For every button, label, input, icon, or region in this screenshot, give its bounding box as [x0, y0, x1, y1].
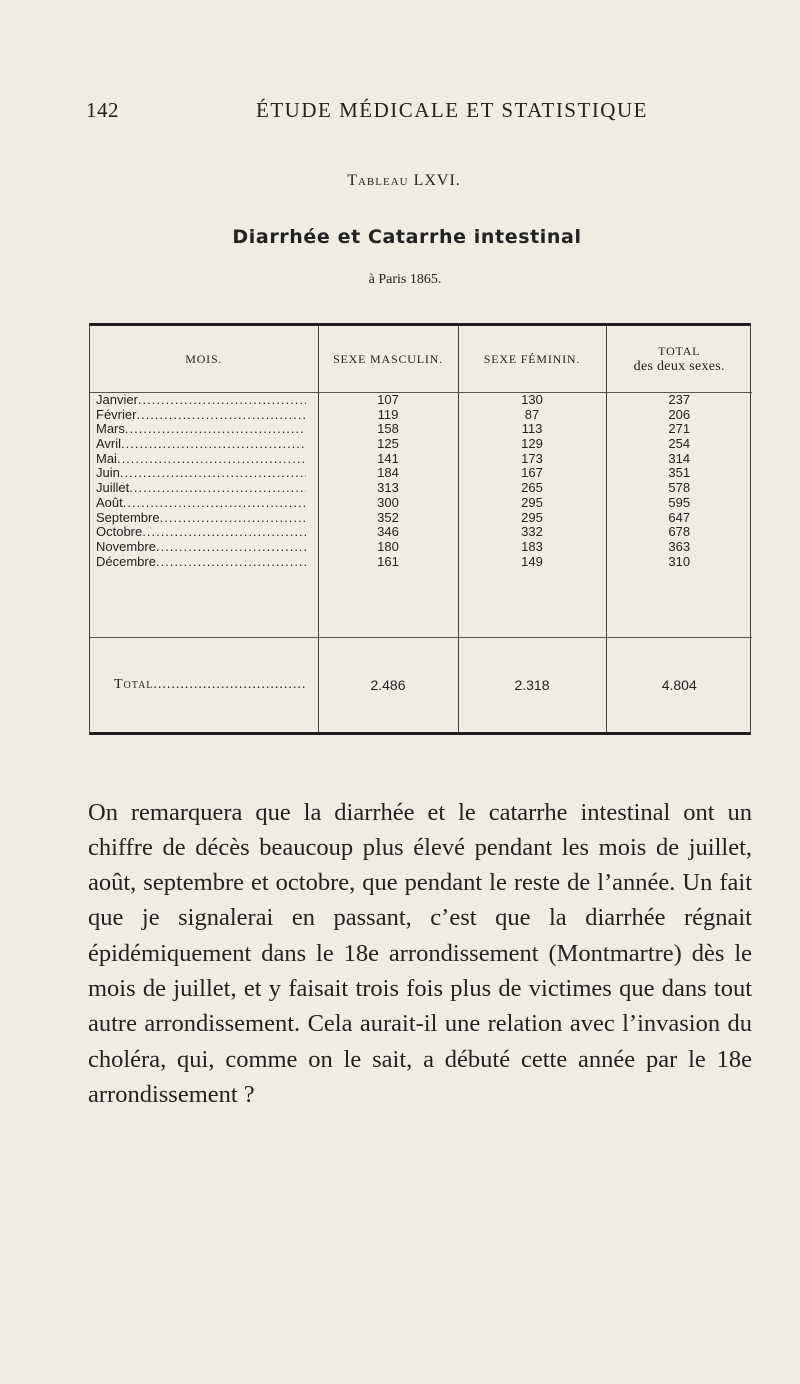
column-header-feminin: SEXE FÉMININ. — [458, 326, 606, 393]
feminin-value: 265 — [521, 480, 543, 496]
month-name: Septembre — [96, 509, 160, 525]
masculin-value: 158 — [377, 421, 399, 437]
table-body — [90, 393, 752, 638]
feminin-value: 183 — [521, 538, 543, 554]
table-row-month — [90, 555, 318, 570]
table-row-month — [90, 511, 318, 526]
total-value: 206 — [668, 406, 691, 422]
column-header-mois: MOIS. — [90, 326, 318, 393]
dot-leader — [136, 408, 305, 423]
feminin-value: 167 — [521, 465, 543, 481]
column-header-total-line1: TOTAL — [658, 343, 701, 358]
feminin-value: 87 — [524, 406, 540, 422]
month-name: Mars — [96, 421, 125, 437]
dot-leader — [125, 422, 306, 437]
total-masculin: 2.486 — [318, 638, 458, 733]
masculin-value: 107 — [377, 392, 399, 407]
feminin-value: 149 — [521, 553, 543, 569]
total-value: 271 — [668, 421, 691, 437]
total-value: 647 — [668, 509, 691, 525]
table-subtitle: à Paris 1865. — [368, 272, 442, 287]
masculin-value: 346 — [377, 524, 399, 540]
total-value: 363 — [668, 538, 691, 554]
month-name: Mai — [96, 450, 117, 466]
statistics-table — [89, 323, 751, 735]
dot-leader — [156, 555, 306, 570]
dot-leader — [156, 540, 306, 555]
month-name: Octobre — [96, 524, 143, 540]
table-row-month — [90, 422, 318, 437]
masculin-value: 313 — [377, 480, 399, 496]
table-row-month — [90, 452, 318, 467]
body-paragraph: On remarquera que la diarrhée et le catarrhe intestinal ont un chiffre de décès beaucoup plus élevé pendant les mois de juillet, août, septembre et octobre, que pendant le reste de l’année. Un fait que je signalerai en passant, c’est que la diarrhée régnait épidémiquement dans le 18e arrondissement (Montmartre) dès le mois de juillet, et y faisait trois fois plus de victimes que dans tout autre arrondissement. Cela aurait-il une relation avec l’invasion du choléra, qui, comme on le sait, a débuté cette année par le 18e arrondissement ? — [88, 798, 752, 1108]
month-name: Juillet — [96, 480, 130, 496]
dot-leader — [121, 437, 305, 452]
column-header-total — [606, 326, 752, 393]
table-row-month — [90, 408, 318, 423]
total-feminin: 2.318 — [458, 638, 606, 733]
masculin-value: 161 — [377, 553, 399, 569]
total-both: 4.804 — [606, 638, 752, 733]
masculin-value: 125 — [377, 436, 399, 452]
page-number: 142 — [86, 98, 119, 122]
total-column — [606, 393, 752, 638]
month-name: Novembre — [96, 538, 156, 554]
month-name: Février — [96, 406, 137, 422]
dot-leader — [117, 452, 306, 467]
feminin-value: 130 — [521, 392, 543, 407]
masculin-value: 119 — [377, 406, 399, 422]
masculin-value: 141 — [377, 450, 399, 466]
table-row-month — [90, 481, 318, 496]
table-row-month — [90, 540, 318, 555]
column-header-total-line2: des deux sexes. — [633, 358, 725, 374]
table-row-month — [90, 466, 318, 481]
total-value: 314 — [668, 450, 691, 466]
dot-leader — [138, 393, 306, 408]
total-label: Total — [114, 677, 154, 692]
total-value: 678 — [668, 524, 691, 540]
table-total-row — [90, 638, 752, 733]
table-row-month — [90, 496, 318, 511]
feminin-value: 295 — [521, 509, 543, 525]
masculin-value: 180 — [377, 538, 399, 554]
month-name: Juin — [96, 465, 120, 481]
dot-leader — [120, 466, 306, 481]
table-label: Tableau LXVI. — [347, 172, 461, 189]
dot-leader — [129, 481, 305, 496]
feminin-column — [458, 393, 606, 638]
total-value: 578 — [668, 480, 691, 496]
feminin-value: 173 — [521, 450, 543, 466]
table-title: Diarrhée et Catarrhe intestinal — [232, 226, 582, 248]
total-value: 595 — [668, 494, 691, 510]
table-row-month — [90, 525, 318, 540]
feminin-value: 332 — [521, 524, 543, 540]
feminin-value: 113 — [521, 421, 543, 437]
dot-leader — [160, 511, 306, 526]
table-row-month — [90, 393, 318, 408]
month-name: Décembre — [96, 553, 156, 569]
total-value: 351 — [668, 465, 691, 481]
table-header-row — [90, 326, 752, 393]
total-value: 254 — [668, 436, 691, 452]
dot-leader — [123, 496, 306, 511]
total-label-cell — [90, 638, 318, 733]
month-name: Janvier — [96, 392, 138, 407]
total-value: 310 — [668, 553, 691, 569]
masculin-value: 184 — [377, 465, 399, 481]
feminin-value: 129 — [521, 436, 543, 452]
dot-leader — [142, 525, 305, 540]
table-row-month — [90, 437, 318, 452]
months-column — [90, 393, 318, 638]
masculin-value: 300 — [377, 494, 399, 510]
column-header-masculin: SEXE MASCULIN. — [318, 326, 458, 393]
masculin-column — [318, 393, 458, 638]
month-name: Avril — [96, 436, 122, 452]
feminin-value: 295 — [521, 494, 543, 510]
running-header: ÉTUDE MÉDICALE ET STATISTIQUE — [256, 98, 648, 122]
month-name: Août — [96, 494, 123, 510]
total-value: 237 — [668, 392, 691, 407]
masculin-value: 352 — [377, 509, 399, 525]
